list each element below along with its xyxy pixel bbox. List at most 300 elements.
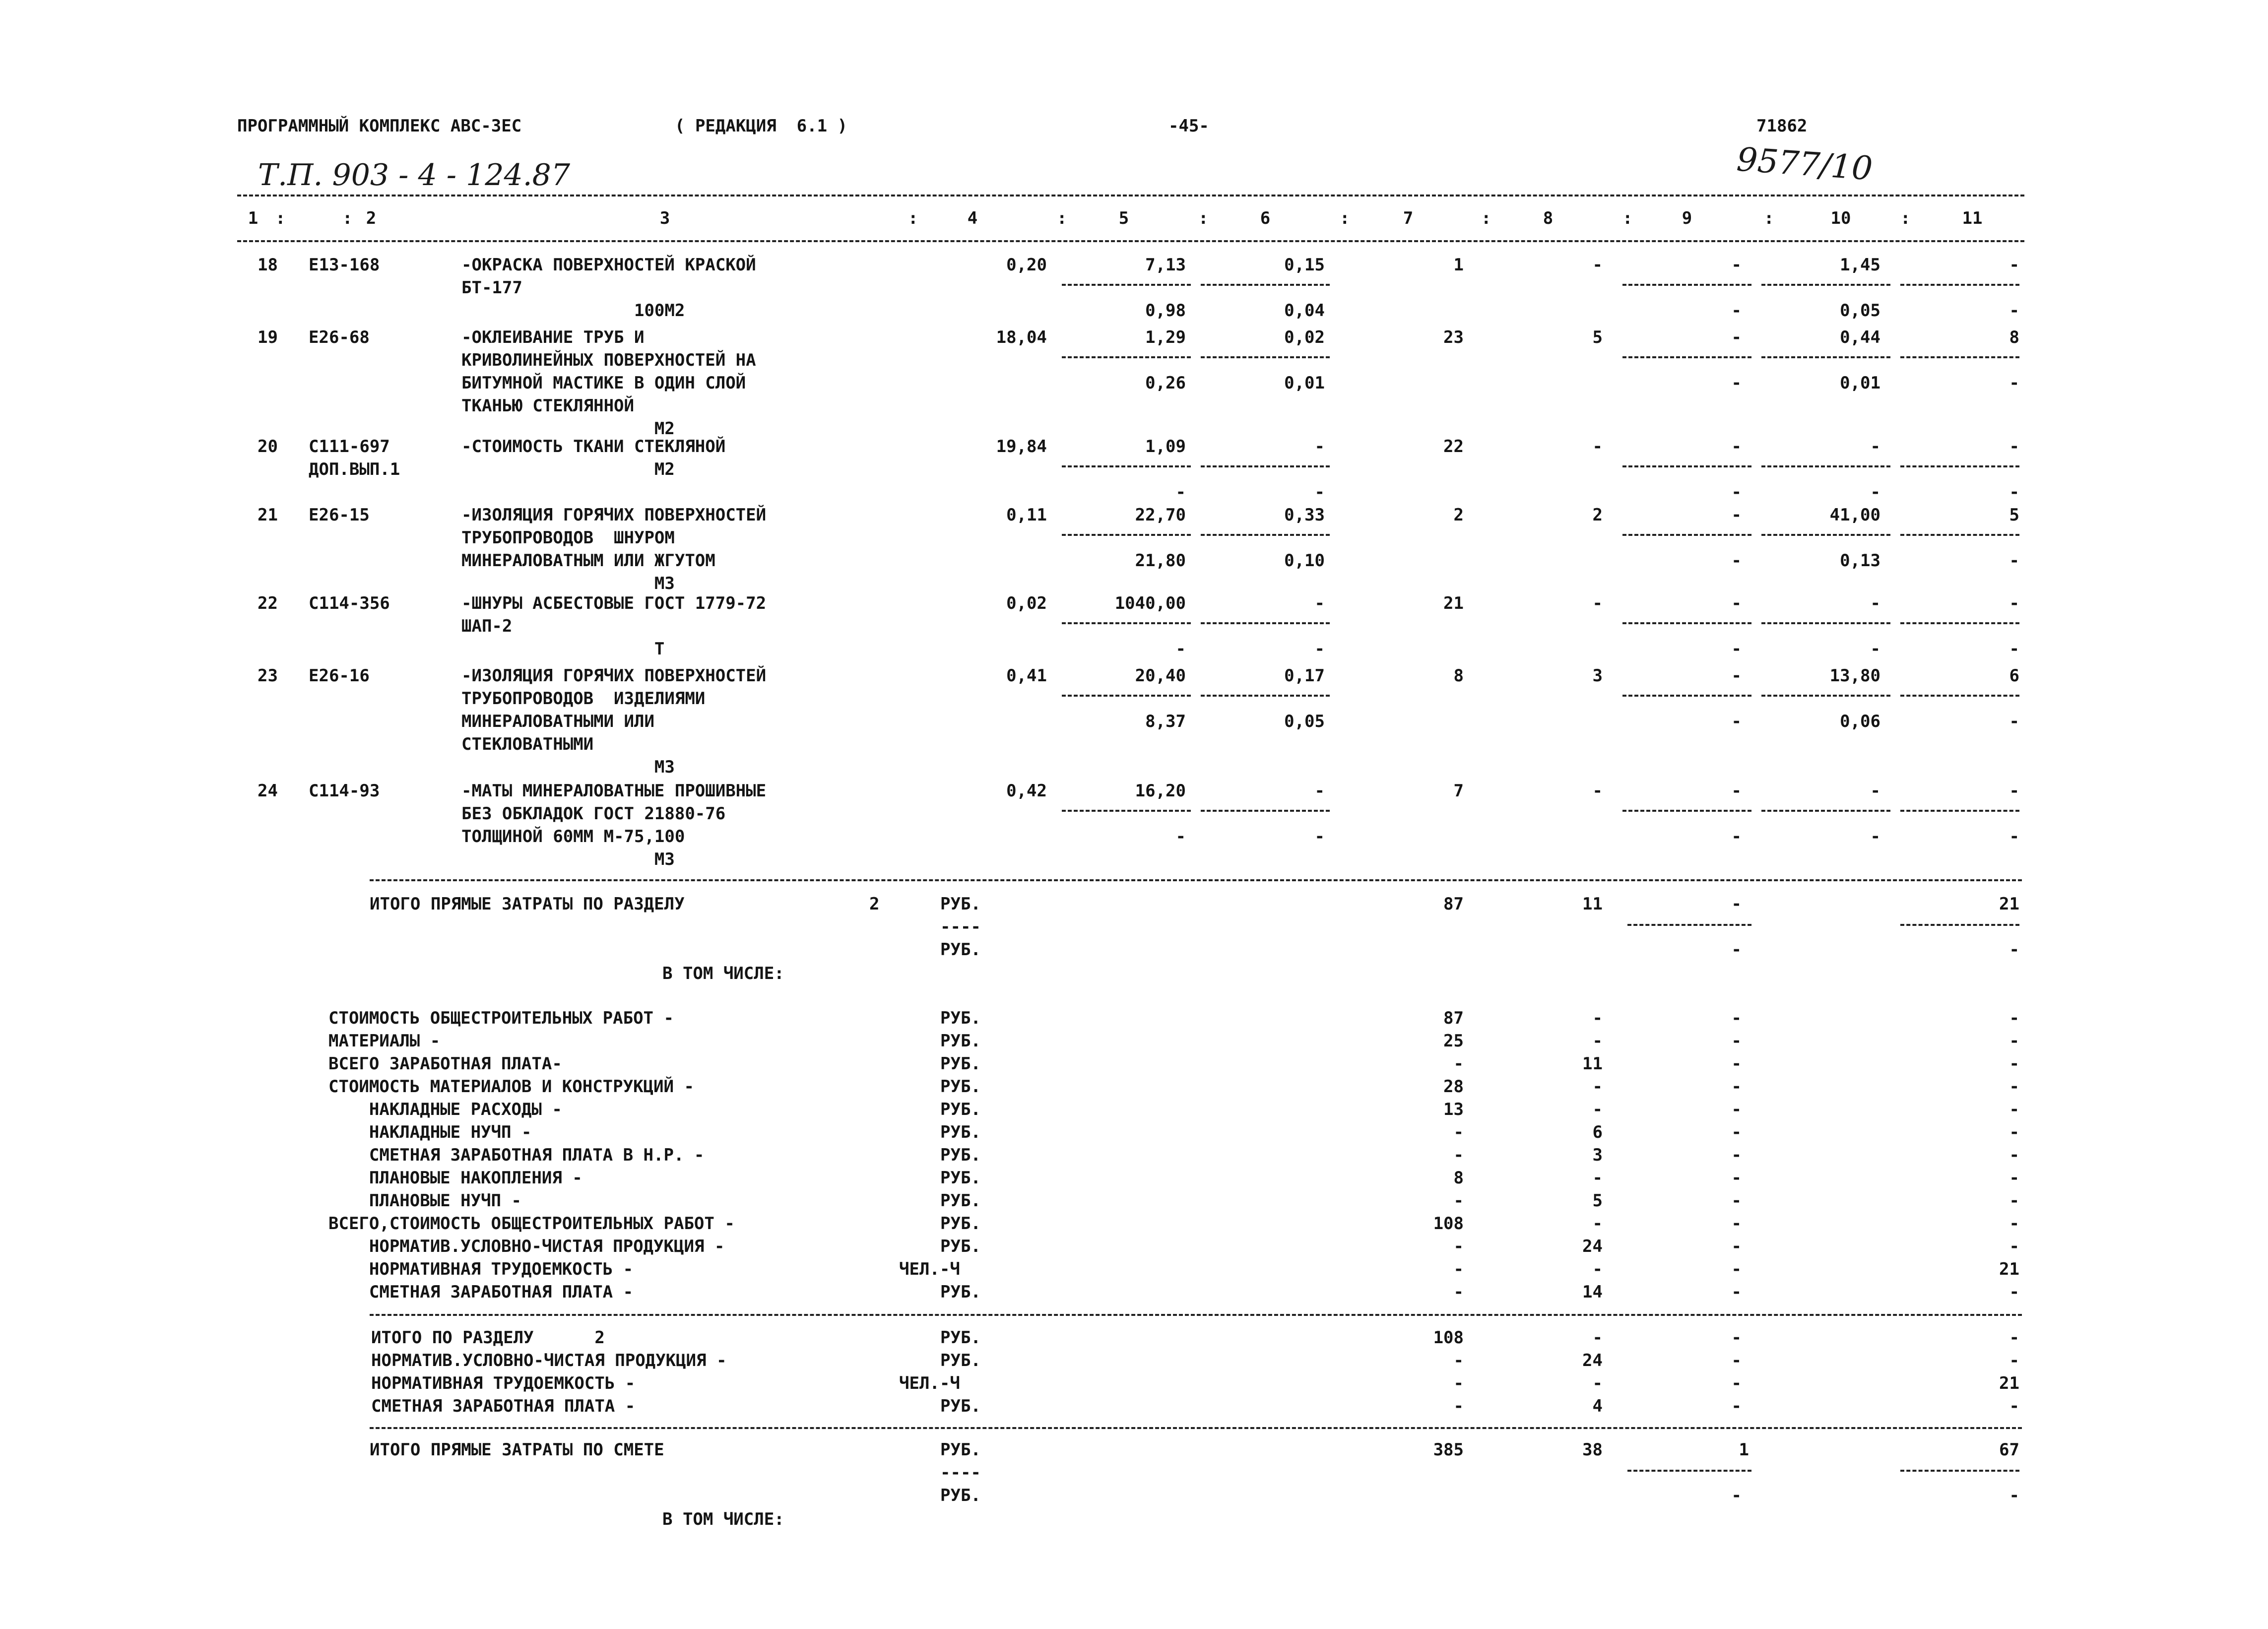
cell-divider xyxy=(1062,356,1191,358)
col8-value: - xyxy=(1592,1168,1603,1188)
col5-sub: - xyxy=(1175,482,1186,502)
col5-unit-cost: 16,20 xyxy=(1135,781,1186,801)
column-number: 3 xyxy=(659,208,670,228)
col7-value: - xyxy=(1453,1373,1464,1393)
col6-sub: - xyxy=(1314,482,1325,502)
col5-unit-cost: 22,70 xyxy=(1135,505,1186,525)
breakdown-label: НОРМАТИВ.УСЛОВНО-ЧИСТАЯ ПРОДУКЦИЯ - xyxy=(328,1237,725,1256)
col9-sub: - xyxy=(1731,482,1742,502)
item-code: С111-697 xyxy=(309,437,390,456)
breakdown-label: НАКЛАДНЫЕ РАСХОДЫ - xyxy=(328,1100,562,1119)
col8-value: - xyxy=(1592,593,1603,613)
col9-sub: - xyxy=(1731,301,1742,321)
item-code: Е26-16 xyxy=(309,666,370,686)
cell-divider xyxy=(1201,356,1330,358)
dash-marker: ---- xyxy=(940,1463,981,1483)
col7-value: 25 xyxy=(1443,1031,1464,1051)
program-name: ПРОГРАММНЫЙ КОМПЛЕКС АВС-3ЕС xyxy=(237,116,522,136)
col6-sub: - xyxy=(1314,827,1325,847)
cell-divider xyxy=(1622,810,1751,812)
item-description-line: Т xyxy=(461,639,665,659)
col7-value: - xyxy=(1453,1237,1464,1256)
col11-value: - xyxy=(2009,593,2019,613)
col11-sub: - xyxy=(2009,639,2019,659)
col9-value: - xyxy=(1731,1328,1742,1348)
section-rule xyxy=(370,1314,2022,1316)
unit-label: РУБ. xyxy=(940,1237,981,1256)
item-description-line: БТ-177 xyxy=(461,278,522,298)
item-description-line: М3 xyxy=(461,849,675,869)
col8-total: 38 xyxy=(1582,1440,1603,1460)
col9-value: - xyxy=(1731,505,1742,525)
col8-total: 11 xyxy=(1582,894,1603,914)
breakdown-label: МАТЕРИАЛЫ - xyxy=(328,1031,441,1051)
col11-value: 21 xyxy=(1999,1373,2019,1393)
col4-quantity: 19,84 xyxy=(996,437,1047,456)
col8-value: 24 xyxy=(1582,1237,1603,1256)
including-heading: В ТОМ ЧИСЛЕ: xyxy=(662,964,784,983)
col6-sub: 0,05 xyxy=(1284,712,1325,731)
unit-label: РУБ. xyxy=(940,1351,981,1370)
col8-value: 5 xyxy=(1592,1191,1603,1211)
column-number: 4 xyxy=(967,208,978,228)
col11-sub: - xyxy=(2009,301,2019,321)
col11-value: 21 xyxy=(1999,1259,2019,1279)
item-number: 22 xyxy=(258,593,278,613)
col4-quantity: 0,20 xyxy=(1006,255,1047,275)
col6-value: - xyxy=(1314,593,1325,613)
col9-value: - xyxy=(1731,437,1742,456)
cell-divider xyxy=(1761,622,1890,624)
item-description-line: БЕЗ ОБКЛАДОК ГОСТ 21880-76 xyxy=(461,804,726,824)
header-rule xyxy=(237,195,2024,196)
col7-value: 108 xyxy=(1433,1328,1464,1348)
breakdown-label: ПЛАНОВЫЕ НУЧП - xyxy=(328,1191,521,1211)
cell-divider xyxy=(1900,924,2019,926)
col5-sub: 0,98 xyxy=(1145,301,1186,321)
col9-value: - xyxy=(1731,1351,1742,1370)
item-description-line: М2 xyxy=(461,419,675,439)
col7-value: - xyxy=(1453,1259,1464,1279)
unit-label: РУБ. xyxy=(940,1168,981,1188)
col7-value: - xyxy=(1453,1054,1464,1074)
col5-sub: 0,26 xyxy=(1145,373,1186,393)
col8-value: 4 xyxy=(1592,1396,1603,1416)
cell-divider xyxy=(1622,695,1751,697)
col9-sub: - xyxy=(1731,373,1742,393)
cell-divider xyxy=(1900,1470,2019,1472)
item-description-line: -СТОИМОСТЬ ТКАНИ СТЕКЛЯНОЙ xyxy=(461,437,726,456)
item-code-extra: ДОП.ВЫП.1 xyxy=(309,459,400,479)
item-number: 21 xyxy=(258,505,278,525)
col9-value: - xyxy=(1731,1077,1742,1097)
col4-quantity: 18,04 xyxy=(996,327,1047,347)
item-number: 20 xyxy=(258,437,278,456)
item-code: Е13-168 xyxy=(309,255,380,275)
col10-sub: - xyxy=(1870,827,1880,847)
breakdown-label: ПЛАНОВЫЕ НАКОПЛЕНИЯ - xyxy=(328,1168,583,1188)
col9-value: - xyxy=(1731,1100,1742,1119)
col8-value: - xyxy=(1592,1214,1603,1234)
unit-label: РУБ. xyxy=(940,1077,981,1097)
col8-value: 6 xyxy=(1592,1122,1603,1142)
col9-sub: - xyxy=(1731,827,1742,847)
item-code: Е26-15 xyxy=(309,505,370,525)
cell-divider xyxy=(1900,534,2019,536)
unit-label: РУБ. xyxy=(940,894,981,914)
document-number: 71862 xyxy=(1756,116,1808,136)
col9-value: - xyxy=(1731,1031,1742,1051)
col10-sub: - xyxy=(1870,639,1880,659)
unit-label: ЧЕЛ.-Ч xyxy=(899,1259,960,1279)
col8-value: 24 xyxy=(1582,1351,1603,1370)
col10-sub: 0,05 xyxy=(1840,301,1880,321)
col9-value: - xyxy=(1731,327,1742,347)
cell-divider xyxy=(1622,622,1751,624)
col6-sub: 0,04 xyxy=(1284,301,1325,321)
item-description-line: -ОКЛЕИВАНИЕ ТРУБ И xyxy=(461,327,645,347)
header-rule-bottom xyxy=(237,240,2024,242)
handwritten-project-code: Т.П. 903 - 4 - 124.87 xyxy=(258,158,571,193)
col7-total: 22 xyxy=(1443,437,1464,456)
item-number: 24 xyxy=(258,781,278,801)
column-separator: : xyxy=(1340,208,1350,228)
estimate-total-label: ИТОГО ПРЯМЫЕ ЗАТРАТЫ ПО СМЕТЕ xyxy=(370,1440,664,1460)
col11-value: - xyxy=(2009,1351,2019,1370)
col7-total: 87 xyxy=(1443,894,1464,914)
col7-total: 2 xyxy=(1453,505,1464,525)
cell-divider xyxy=(1761,284,1890,286)
col7-value: - xyxy=(1453,1122,1464,1142)
cell-divider xyxy=(1201,810,1330,812)
item-description-line: 100М2 xyxy=(461,301,685,321)
col11-value: - xyxy=(2009,1396,2019,1416)
column-separator: : xyxy=(1900,208,1911,228)
item-description-line: ТКАНЬЮ СТЕКЛЯННОЙ xyxy=(461,396,634,416)
col10-sub: 0,06 xyxy=(1840,712,1880,731)
col11-value: - xyxy=(2009,1031,2019,1051)
col4-quantity: 0,42 xyxy=(1006,781,1047,801)
col9-value: - xyxy=(1731,1237,1742,1256)
col5-unit-cost: 1,29 xyxy=(1145,327,1186,347)
dash-marker: ---- xyxy=(940,917,981,937)
col7-value: - xyxy=(1453,1282,1464,1302)
col4-quantity: 0,11 xyxy=(1006,505,1047,525)
section-number: 2 xyxy=(869,894,880,914)
col11-total: 67 xyxy=(1999,1440,2019,1460)
col9-sub: - xyxy=(1731,1486,1742,1505)
col9-sub: - xyxy=(1731,712,1742,731)
col7-value: - xyxy=(1453,1191,1464,1211)
col8-value: - xyxy=(1592,1077,1603,1097)
breakdown-label: СМЕТНАЯ ЗАРАБОТНАЯ ПЛАТА В Н.Р. - xyxy=(328,1145,705,1165)
breakdown-label: СМЕТНАЯ ЗАРАБОТНАЯ ПЛАТА - xyxy=(328,1282,634,1302)
item-description-line: ШАП-2 xyxy=(461,616,513,636)
col9-value: - xyxy=(1731,1168,1742,1188)
col9-sub: - xyxy=(1731,940,1742,960)
item-description-line: ТРУБОПРОВОДОВ ШНУРОМ xyxy=(461,528,675,548)
col11-value: - xyxy=(2009,1145,2019,1165)
column-number: 6 xyxy=(1260,208,1271,228)
col4-quantity: 0,02 xyxy=(1006,593,1047,613)
column-separator: : xyxy=(908,208,918,228)
col10-value: - xyxy=(1870,593,1880,613)
column-separator: : xyxy=(275,208,286,228)
summary-label: ИТОГО ПО РАЗДЕЛУ 2 xyxy=(371,1328,605,1348)
column-number: 8 xyxy=(1543,208,1554,228)
col6-value: 0,33 xyxy=(1284,505,1325,525)
column-number: 11 xyxy=(1962,208,1983,228)
item-description-line: СТЕКЛОВАТНЫМИ xyxy=(461,734,594,754)
col11-value: - xyxy=(2009,1122,2019,1142)
col9-value: - xyxy=(1731,1122,1742,1142)
column-separator: : xyxy=(1198,208,1209,228)
col8-value: 11 xyxy=(1582,1054,1603,1074)
column-number: 5 xyxy=(1118,208,1129,228)
column-number: 2 xyxy=(366,208,377,228)
col10-sub: 0,01 xyxy=(1840,373,1880,393)
col8-value: - xyxy=(1592,1100,1603,1119)
cell-divider xyxy=(1900,695,2019,697)
col5-unit-cost: 7,13 xyxy=(1145,255,1186,275)
cell-divider xyxy=(1622,284,1751,286)
col10-value: 41,00 xyxy=(1829,505,1880,525)
col8-value: 3 xyxy=(1592,1145,1603,1165)
cell-divider xyxy=(1900,465,2019,467)
col8-value: 3 xyxy=(1592,666,1603,686)
col11-value: - xyxy=(2009,1282,2019,1302)
col11-value: 5 xyxy=(2009,505,2019,525)
unit-label: ЧЕЛ.-Ч xyxy=(899,1373,960,1393)
col6-value: 0,17 xyxy=(1284,666,1325,686)
col8-value: 14 xyxy=(1582,1282,1603,1302)
col8-value: 2 xyxy=(1592,505,1603,525)
col5-sub: - xyxy=(1175,639,1186,659)
item-code: С114-356 xyxy=(309,593,390,613)
col11-sub: - xyxy=(2009,712,2019,731)
section-total-label: ИТОГО ПРЯМЫЕ ЗАТРАТЫ ПО РАЗДЕЛУ xyxy=(370,894,685,914)
col7-value: - xyxy=(1453,1396,1464,1416)
col11-value: - xyxy=(2009,1328,2019,1348)
col6-value: - xyxy=(1314,437,1325,456)
col11-value: 8 xyxy=(2009,327,2019,347)
cell-divider xyxy=(1062,810,1191,812)
unit-label: РУБ. xyxy=(940,1031,981,1051)
col9-value: - xyxy=(1731,1259,1742,1279)
col9-value: - xyxy=(1731,593,1742,613)
cell-divider xyxy=(1900,356,2019,358)
cell-divider xyxy=(1622,356,1751,358)
breakdown-label: ВСЕГО,СТОИМОСТЬ ОБЩЕСТРОИТЕЛЬНЫХ РАБОТ - xyxy=(328,1214,735,1234)
col7-value: - xyxy=(1453,1145,1464,1165)
col10-value: 0,44 xyxy=(1840,327,1880,347)
cell-divider xyxy=(1627,924,1751,926)
col5-unit-cost: 20,40 xyxy=(1135,666,1186,686)
col9-sub: - xyxy=(1731,551,1742,571)
cell-divider xyxy=(1062,534,1191,536)
col9-value: - xyxy=(1731,1282,1742,1302)
unit-label: РУБ. xyxy=(940,1145,981,1165)
cell-divider xyxy=(1201,534,1330,536)
cell-divider xyxy=(1062,622,1191,624)
item-description-line: ТОЛЩИНОЙ 60ММ М-75,100 xyxy=(461,827,685,847)
col11-value: - xyxy=(2009,1077,2019,1097)
col8-value: 5 xyxy=(1592,327,1603,347)
unit-label: РУБ. xyxy=(940,1282,981,1302)
col9-value: - xyxy=(1731,1373,1742,1393)
cell-divider xyxy=(1622,534,1751,536)
col7-value: 108 xyxy=(1433,1214,1464,1234)
cell-divider xyxy=(1201,622,1330,624)
col6-value: 0,15 xyxy=(1284,255,1325,275)
col9-value: - xyxy=(1731,1214,1742,1234)
column-separator: : xyxy=(342,208,353,228)
col6-value: 0,02 xyxy=(1284,327,1325,347)
col10-sub: 0,13 xyxy=(1840,551,1880,571)
col8-value: - xyxy=(1592,255,1603,275)
column-separator: : xyxy=(1057,208,1067,228)
col7-value: 87 xyxy=(1443,1008,1464,1028)
item-description-line: М2 xyxy=(461,459,675,479)
breakdown-label: НОРМАТИВНАЯ ТРУДОЕМКОСТЬ - xyxy=(328,1259,634,1279)
including-heading: В ТОМ ЧИСЛЕ: xyxy=(662,1509,784,1529)
unit-label: РУБ. xyxy=(940,1328,981,1348)
unit-label: РУБ. xyxy=(940,1054,981,1074)
column-number: 1 xyxy=(248,208,259,228)
unit-label: РУБ. xyxy=(940,1440,981,1460)
cell-divider xyxy=(1761,534,1890,536)
item-number: 18 xyxy=(258,255,278,275)
col7-total: 21 xyxy=(1443,593,1464,613)
page-number: -45- xyxy=(1168,116,1209,136)
unit-label: РУБ. xyxy=(940,1100,981,1119)
col7-value: 13 xyxy=(1443,1100,1464,1119)
col11-total: 21 xyxy=(1999,894,2019,914)
col11-value: - xyxy=(2009,1191,2019,1211)
breakdown-label: ВСЕГО ЗАРАБОТНАЯ ПЛАТА- xyxy=(328,1054,562,1074)
item-description-line: БИТУМНОЙ МАСТИКЕ В ОДИН СЛОЙ xyxy=(461,373,746,393)
col10-value: - xyxy=(1870,781,1880,801)
col5-sub: 21,80 xyxy=(1135,551,1186,571)
col11-value: - xyxy=(2009,1168,2019,1188)
col11-value: - xyxy=(2009,1054,2019,1074)
col11-value: - xyxy=(2009,1237,2019,1256)
cell-divider xyxy=(1761,695,1890,697)
col7-value: - xyxy=(1453,1351,1464,1370)
col7-total: 7 xyxy=(1453,781,1464,801)
col11-value: - xyxy=(2009,781,2019,801)
col7-total: 23 xyxy=(1443,327,1464,347)
col9-value: - xyxy=(1731,1054,1742,1074)
col9-value: - xyxy=(1731,1145,1742,1165)
unit-label: РУБ. xyxy=(940,1122,981,1142)
column-number: 9 xyxy=(1682,208,1692,228)
col10-value: 13,80 xyxy=(1829,666,1880,686)
unit-label: РУБ. xyxy=(940,1486,981,1505)
cell-divider xyxy=(1761,356,1890,358)
col9-total: - xyxy=(1731,894,1742,914)
col11-sub: - xyxy=(2009,551,2019,571)
unit-label: РУБ. xyxy=(940,1191,981,1211)
col11-value: - xyxy=(2009,1214,2019,1234)
col9-sub: - xyxy=(1731,639,1742,659)
summary-label: НОРМАТИВНАЯ ТРУДОЕМКОСТЬ - xyxy=(371,1373,636,1393)
cell-divider xyxy=(1900,622,2019,624)
col5-unit-cost: 1040,00 xyxy=(1114,593,1186,613)
item-description-line: -ИЗОЛЯЦИЯ ГОРЯЧИХ ПОВЕРХНОСТЕЙ xyxy=(461,666,767,686)
col9-value: - xyxy=(1731,1396,1742,1416)
unit-label: РУБ. xyxy=(940,940,981,960)
col11-sub: - xyxy=(2009,373,2019,393)
col8-value: - xyxy=(1592,1259,1603,1279)
unit-label: РУБ. xyxy=(940,1396,981,1416)
col9-value: - xyxy=(1731,1008,1742,1028)
item-description-line: КРИВОЛИНЕЙНЫХ ПОВЕРХНОСТЕЙ НА xyxy=(461,350,756,370)
col10-value: - xyxy=(1870,437,1880,456)
col11-value: - xyxy=(2009,255,2019,275)
col7-value: 8 xyxy=(1453,1168,1464,1188)
col6-sub: - xyxy=(1314,639,1325,659)
summary-label: НОРМАТИВ.УСЛОВНО-ЧИСТАЯ ПРОДУКЦИЯ - xyxy=(371,1351,727,1370)
col11-sub: - xyxy=(2009,1486,2019,1505)
col8-value: - xyxy=(1592,781,1603,801)
summary-label: СМЕТНАЯ ЗАРАБОТНАЯ ПЛАТА - xyxy=(371,1396,636,1416)
cell-divider xyxy=(1062,465,1191,467)
col11-value: - xyxy=(2009,1008,2019,1028)
item-description-line: М3 xyxy=(461,574,675,593)
breakdown-label: СТОИМОСТЬ ОБЩЕСТРОИТЕЛЬНЫХ РАБОТ - xyxy=(328,1008,674,1028)
column-number: 7 xyxy=(1403,208,1414,228)
item-description-line: -МАТЫ МИНЕРАЛОВАТНЫЕ ПРОШИВНЫЕ xyxy=(461,781,767,801)
col7-total: 385 xyxy=(1433,1440,1464,1460)
column-number: 10 xyxy=(1830,208,1851,228)
cell-divider xyxy=(1201,284,1330,286)
col8-value: - xyxy=(1592,1008,1603,1028)
col9-value: - xyxy=(1731,666,1742,686)
column-separator: : xyxy=(1481,208,1491,228)
col10-value: 1,45 xyxy=(1840,255,1880,275)
cell-divider xyxy=(1622,465,1751,467)
cell-divider xyxy=(1627,1470,1751,1472)
col9-value: - xyxy=(1731,781,1742,801)
col9-total: 1 xyxy=(1739,1440,1749,1460)
item-description-line: -ОКРАСКА ПОВЕРХНОСТЕЙ КРАСКОЙ xyxy=(461,255,756,275)
col8-value: - xyxy=(1592,1373,1603,1393)
col9-value: - xyxy=(1731,1191,1742,1211)
col11-sub: - xyxy=(2009,482,2019,502)
item-code: Е26-68 xyxy=(309,327,370,347)
col8-value: - xyxy=(1592,1328,1603,1348)
edition-label: ( РЕДАКЦИЯ 6.1 ) xyxy=(675,116,847,136)
col6-sub: 0,10 xyxy=(1284,551,1325,571)
item-description-line: -ИЗОЛЯЦИЯ ГОРЯЧИХ ПОВЕРХНОСТЕЙ xyxy=(461,505,767,525)
item-description-line: МИНЕРАЛОВАТНЫМ ИЛИ ЖГУТОМ xyxy=(461,551,715,571)
col7-total: 8 xyxy=(1453,666,1464,686)
col11-sub: - xyxy=(2009,827,2019,847)
col11-value: - xyxy=(2009,1100,2019,1119)
item-description-line: -ШНУРЫ АСБЕСТОВЫЕ ГОСТ 1779-72 xyxy=(461,593,767,613)
cell-divider xyxy=(1900,284,2019,286)
item-description-line: ТРУБОПРОВОДОВ ИЗДЕЛИЯМИ xyxy=(461,689,706,709)
col4-quantity: 0,41 xyxy=(1006,666,1047,686)
column-separator: : xyxy=(1622,208,1633,228)
col7-value: 28 xyxy=(1443,1077,1464,1097)
section-rule xyxy=(370,1427,2022,1429)
col6-value: - xyxy=(1314,781,1325,801)
cell-divider xyxy=(1062,695,1191,697)
unit-label: РУБ. xyxy=(940,1008,981,1028)
col8-value: - xyxy=(1592,1031,1603,1051)
